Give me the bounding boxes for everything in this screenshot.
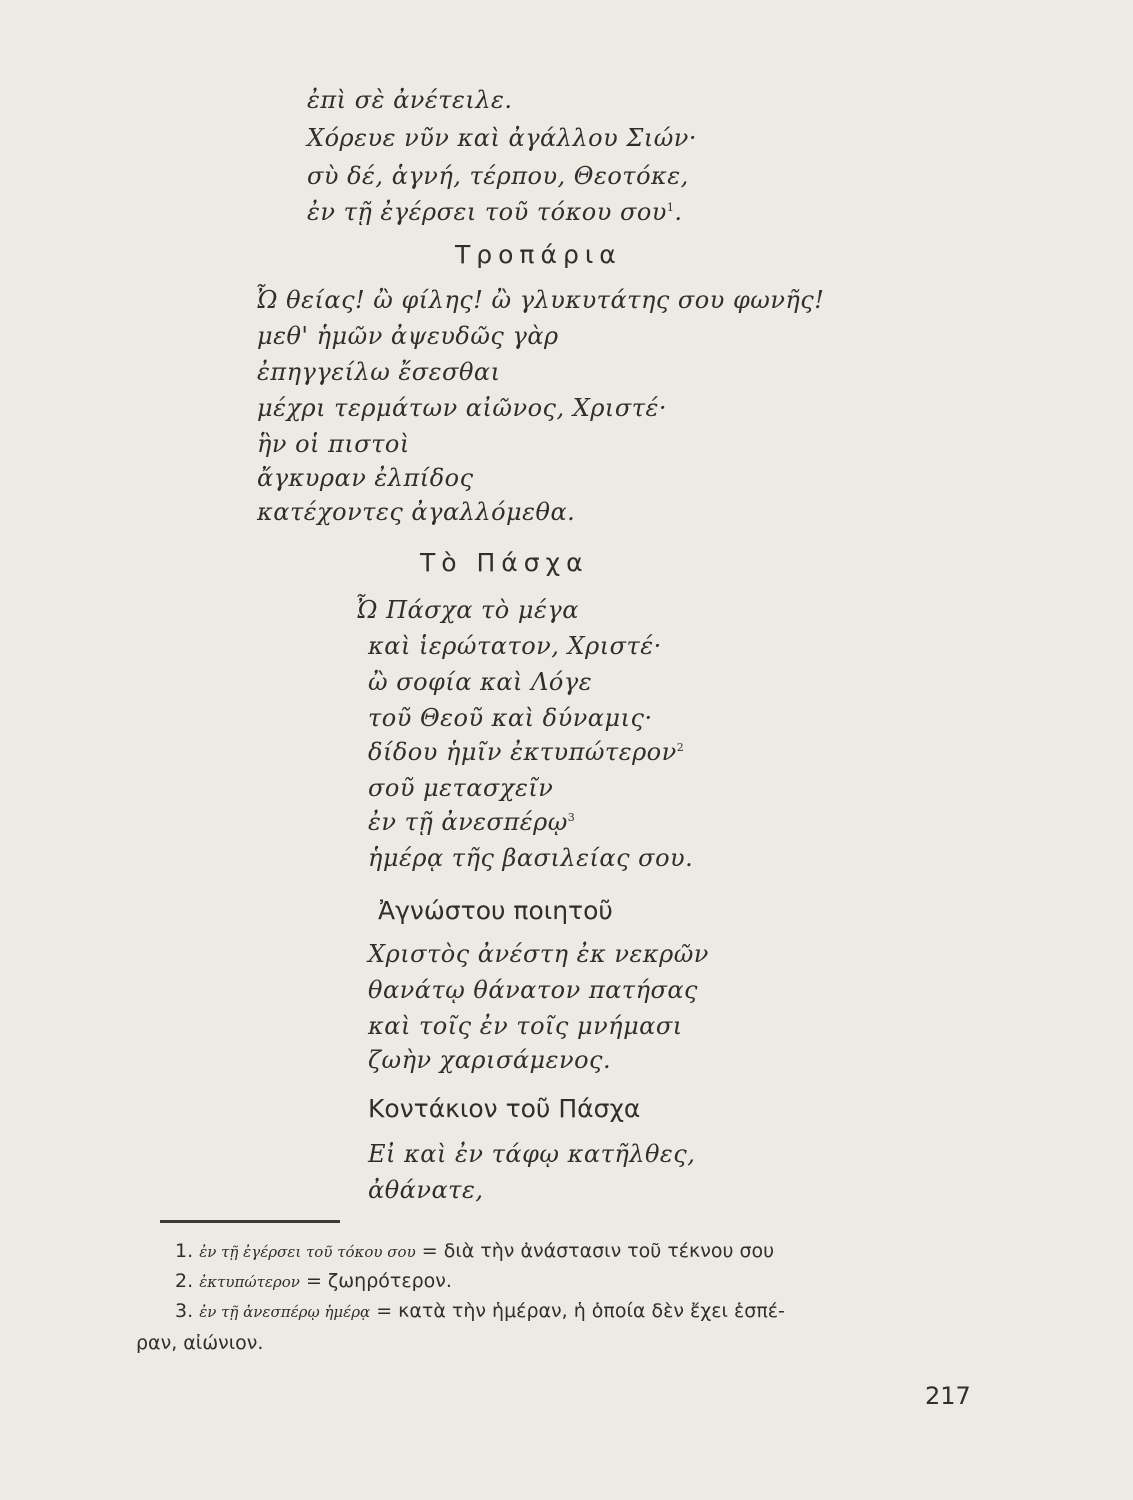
footnote-ref: 3 [567, 811, 576, 824]
verse-line: ἣν οἱ πιστοὶ [257, 430, 410, 458]
verse-line [368, 738, 684, 766]
verse-line: ἐπὶ σὲ ἀνέτειλε. [307, 86, 513, 114]
footnote-3 [175, 1300, 785, 1322]
footnote-1 [175, 1240, 774, 1262]
verse-line: ἐπηγγείλω ἔσεσθαι [257, 358, 501, 386]
verse-line [368, 808, 575, 836]
verse-text: ἐν τῇ ἐγέρσει τοῦ τόκου σου [307, 198, 667, 226]
section-heading-pascha: Τὸ Πάσχα [420, 548, 589, 577]
verse-line: κατέχοντες ἀγαλλόμεθα. [257, 498, 576, 526]
verse-line: ἡμέρᾳ τῆς βασιλείας σου. [368, 844, 694, 872]
verse-line: μεθ' ἡμῶν ἀψευδῶς γὰρ [257, 322, 559, 350]
footnote-ref: 2 [676, 741, 685, 754]
verse-line: ὢ σοφία καὶ Λόγε [368, 668, 593, 696]
section-heading-troparia: Τροπάρια [455, 240, 622, 269]
verse-line: τοῦ Θεοῦ καὶ δύναμις· [368, 704, 653, 732]
verse-line: Χριστὸς ἀνέστη ἐκ νεκρῶν [368, 940, 709, 968]
verse-line [307, 198, 683, 226]
verse-line: καὶ ἱερώτατον, Χριστέ· [368, 632, 662, 660]
footnote-term: ἐν τῇ ἀνεσπέρῳ ἡμέρᾳ [199, 1303, 371, 1321]
footnote-3-continuation: ραν, αἰώνιον. [136, 1332, 264, 1354]
footnote-term: ἐν τῇ ἐγέρσει τοῦ τόκου σου [199, 1243, 416, 1261]
verse-line: Χόρευε νῦν καὶ ἀγάλλου Σιών· [307, 124, 698, 152]
verse-text: . [674, 198, 683, 226]
verse-line: ζωὴν χαρισάμενος. [368, 1046, 612, 1074]
verse-line: καὶ τοῖς ἐν τοῖς μνήμασι [368, 1012, 683, 1040]
footnote-number: 3. [175, 1300, 194, 1322]
footnote-2 [175, 1270, 452, 1292]
verse-line: θανάτῳ θάνατον πατήσας [368, 976, 698, 1004]
verse-line: μέχρι τερμάτων αἰῶνος, Χριστέ· [257, 394, 668, 422]
verse-line: σοῦ μετασχεῖν [368, 774, 554, 802]
footnote-term: ἐκτυπώτερον [199, 1273, 300, 1291]
verse-line: Ὦ θείας! ὢ φίλης! ὢ γλυκυτάτης σου φωνῆς! [255, 286, 825, 314]
verse-line: Ὦ Πάσχα τὸ μέγα [355, 596, 579, 624]
verse-text: ἐν τῇ ἀνεσπέρῳ [368, 808, 568, 836]
footnote-definition: = ζωηρότερον. [305, 1270, 452, 1292]
section-heading-kontakion: Κοντάκιον τοῦ Πάσχα [368, 1094, 641, 1123]
verse-line: Εἰ καὶ ἐν τάφῳ κατῆλθες, [368, 1140, 696, 1168]
footnote-number: 2. [175, 1270, 194, 1292]
footnote-number: 1. [175, 1240, 194, 1262]
footnote-ref: 1 [666, 201, 675, 214]
verse-text: δίδου ἡμῖν ἐκτυπώτερον [368, 738, 677, 766]
verse-line: ἄγκυραν ἐλπίδος [257, 464, 474, 492]
footnote-definition: = διὰ τὴν ἀνάστασιν τοῦ τέκνου σου [421, 1240, 775, 1262]
footnote-definition: = κατὰ τὴν ἡμέραν, ἡ ὁποία δὲν ἔχει ἑσπέ- [376, 1300, 785, 1322]
section-heading-anonymous-poet: Ἀγνώστου ποιητοῦ [378, 896, 613, 925]
footnote-divider [160, 1220, 340, 1223]
verse-line: σὺ δέ, ἁγνή, τέρπου, Θεοτόκε, [307, 162, 689, 190]
verse-line: ἀθάνατε, [368, 1176, 484, 1204]
page-number: 217 [925, 1382, 971, 1410]
